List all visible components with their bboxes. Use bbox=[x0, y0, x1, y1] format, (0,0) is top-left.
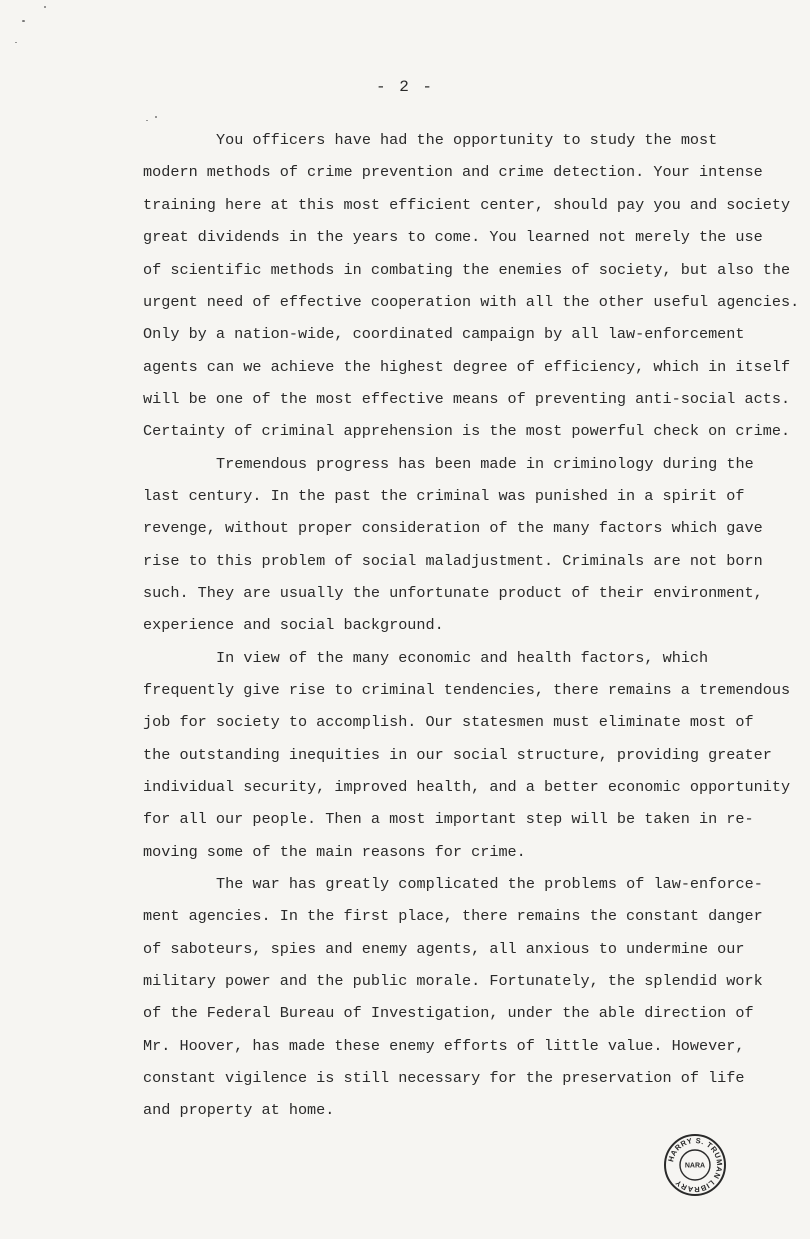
text-line: of scientific methods in combating the enemies of society, but also the bbox=[143, 261, 791, 279]
text-line: rise to this problem of social maladjustment. Criminals are not born bbox=[143, 552, 763, 570]
scan-speck bbox=[22, 20, 25, 22]
text-line: revenge, without proper consideration of the many factors which gave bbox=[143, 519, 763, 537]
text-line: training here at this most efficient center, should pay you and society bbox=[143, 196, 791, 214]
text-line: great dividends in the years to come. You learned not merely the use bbox=[143, 228, 763, 246]
stamp-center-text: NARA bbox=[684, 1162, 706, 1170]
stamp-ring-text: HARRY S. TRUMAN LIBRARY bbox=[666, 1135, 725, 1195]
text-line: In view of the many economic and health factors, which bbox=[216, 649, 709, 667]
text-line: urgent need of effective cooperation with all the other useful agencies. bbox=[143, 293, 800, 311]
text-line: experience and social background. bbox=[143, 616, 444, 634]
scan-speck bbox=[44, 6, 46, 8]
text-line: You officers have had the opportunity to study the most bbox=[216, 131, 718, 149]
text-line: Tremendous progress has been made in criminology during the bbox=[216, 455, 754, 473]
scan-speck bbox=[146, 120, 148, 121]
text-line: the outstanding inequities in our social structure, providing greater bbox=[143, 746, 772, 764]
text-line: job for society to accomplish. Our statesmen must eliminate most of bbox=[143, 713, 754, 731]
text-line: Certainty of criminal apprehension is the most powerful check on crime. bbox=[143, 422, 791, 440]
text-line: individual security, improved health, and a better economic opportunity bbox=[143, 778, 791, 796]
text-line: constant vigilence is still necessary for the preservation of life bbox=[143, 1069, 745, 1087]
text-line: and property at home. bbox=[143, 1101, 335, 1119]
text-line: Only by a nation-wide, coordinated campaign by all law-enforcement bbox=[143, 325, 745, 343]
text-line: military power and the public morale. Fortunately, the splendid work bbox=[143, 972, 763, 990]
text-line: Mr. Hoover, has made these enemy efforts of little value. However, bbox=[143, 1037, 745, 1055]
text-line: agents can we achieve the highest degree of efficiency, which in itself bbox=[143, 358, 791, 376]
text-line: of the Federal Bureau of Investigation, under the able direction of bbox=[143, 1004, 754, 1022]
text-line: of saboteurs, spies and enemy agents, all anxious to undermine our bbox=[143, 940, 745, 958]
archive-stamp-icon bbox=[663, 1133, 727, 1197]
text-line: moving some of the main reasons for crime. bbox=[143, 843, 526, 861]
page-number: - 2 - bbox=[375, 78, 434, 96]
text-line: for all our people. Then a most important step will be taken in re- bbox=[143, 810, 754, 828]
scan-speck bbox=[15, 42, 17, 43]
text-line: frequently give rise to criminal tendencies, there remains a tremendous bbox=[143, 681, 791, 699]
text-line: The war has greatly complicated the problems of law-enforce- bbox=[216, 875, 763, 893]
text-line: last century. In the past the criminal was punished in a spirit of bbox=[143, 487, 745, 505]
text-line: modern methods of crime prevention and crime detection. Your intense bbox=[143, 163, 763, 181]
text-line: such. They are usually the unfortunate product of their environment, bbox=[143, 584, 763, 602]
scan-speck bbox=[155, 116, 157, 118]
text-line: will be one of the most effective means of preventing anti-social acts. bbox=[143, 390, 791, 408]
text-line: ment agencies. In the first place, there remains the constant danger bbox=[143, 907, 763, 925]
